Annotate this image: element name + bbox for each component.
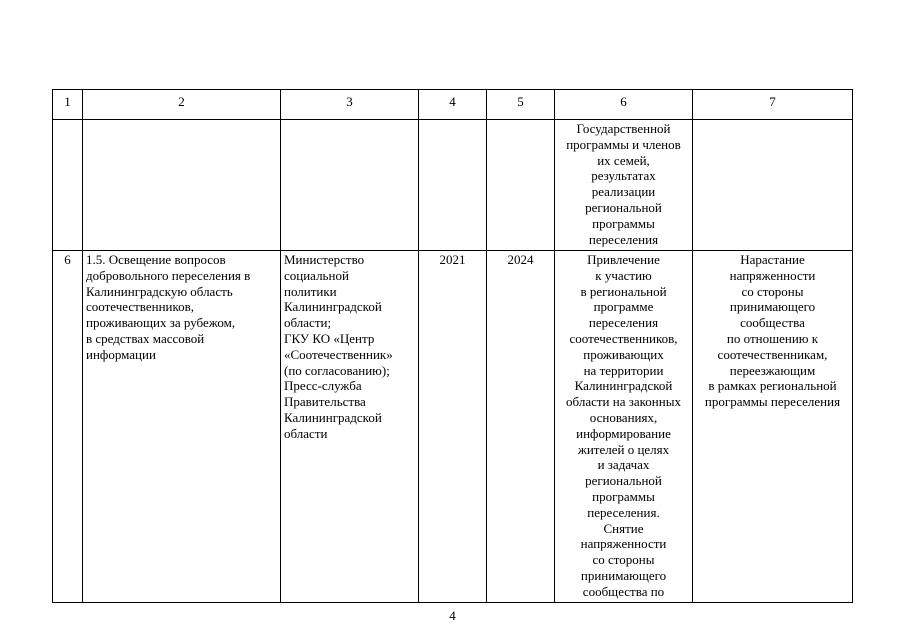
cell-end-year [487,120,555,251]
header-col-4: 4 [419,90,487,120]
cell-number: 6 [53,251,83,603]
cell-end-year: 2024 [487,251,555,603]
table-row [53,120,853,251]
header-row [53,90,853,120]
header-col-2: 2 [83,90,281,120]
page-number: 4 [449,608,456,623]
header-col-7: 7 [693,90,853,120]
cell-measure: 1.5. Освещение вопросов добровольного переселения в Калининградскую область соотечественников, проживающих за рубежом, в средствах массовой информации [83,251,281,603]
header-col-1: 1 [53,90,83,120]
cell-start-year [419,120,487,251]
cell-expected-result: Государственной программы и членов их семей, результатах реализации региональной программы переселения [555,120,693,251]
cell-expected-result: Привлечение к участию в региональной программе переселения соотечественников, проживающих на территории Калининградской области на законных основаниях, информирование жителей о целях и задачах региональной программы переселения. Снятие напряженности со стороны принимающего сообщества по [555,251,693,603]
cell-number [53,120,83,251]
header-col-6: 6 [555,90,693,120]
header-col-5: 5 [487,90,555,120]
header-col-3: 3 [281,90,419,120]
measures-table [52,89,853,603]
cell-consequences [693,120,853,251]
table-row [53,251,853,603]
cell-executor [281,120,419,251]
cell-executor: Министерство социальной политики Калининградской области; ГКУ КО «Центр «Соотечественник» (по согласованию); Пресс-служба Правительства Калининградской области [281,251,419,603]
cell-consequences: Нарастание напряженности со стороны принимающего сообщества по отношению к соотечественникам, переезжающим в рамках региональной программы переселения [693,251,853,603]
cell-start-year: 2021 [419,251,487,603]
cell-measure [83,120,281,251]
